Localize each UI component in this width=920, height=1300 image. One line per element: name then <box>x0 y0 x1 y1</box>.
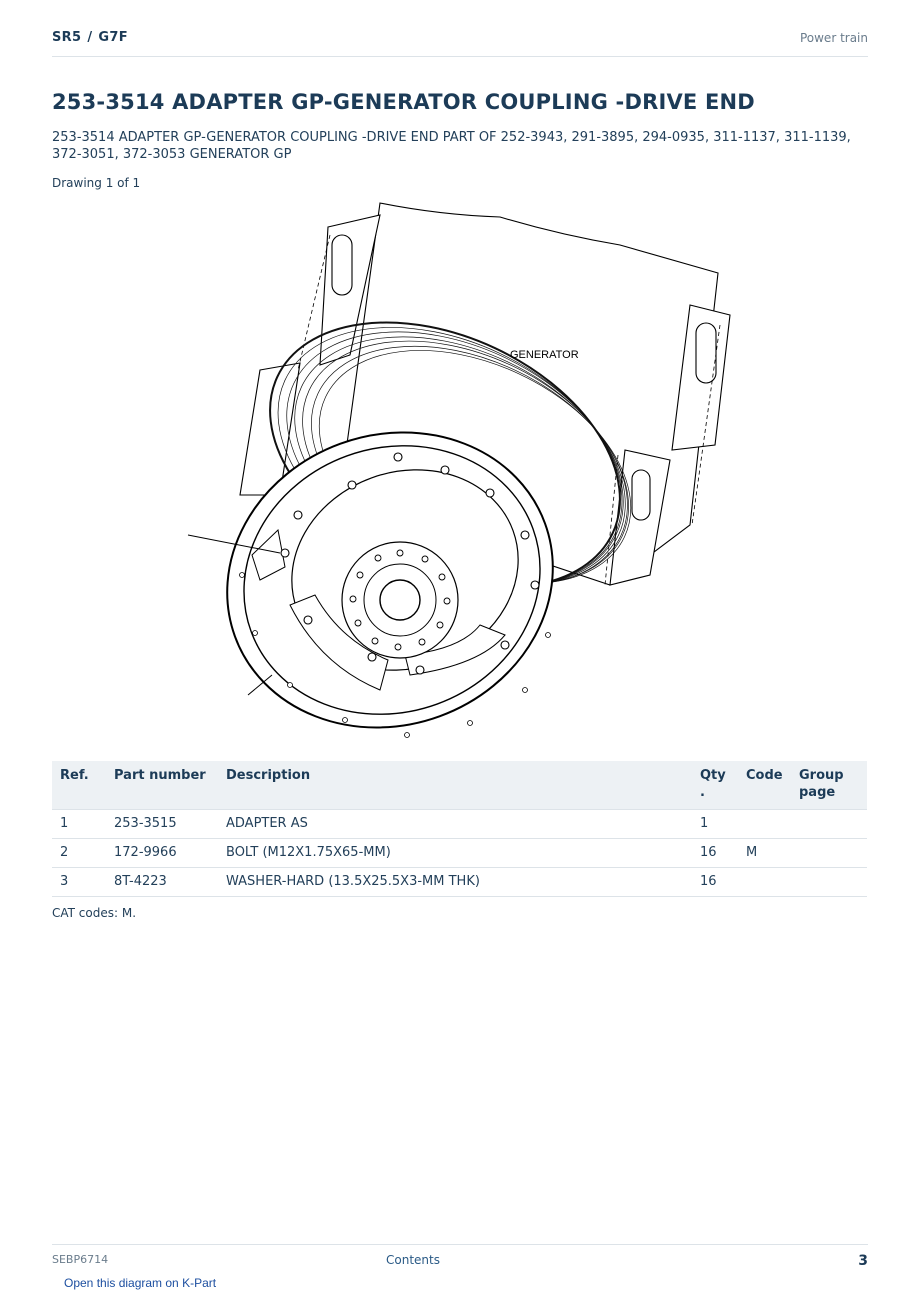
cell-ref: 1 <box>52 810 106 839</box>
arrangement-code: G7F <box>98 30 128 45</box>
model-code: SR5 <box>52 30 82 45</box>
breadcrumb <box>52 30 128 45</box>
cell-qty: 1 <box>692 810 738 839</box>
table-row <box>52 810 867 839</box>
hub-bore <box>380 580 420 620</box>
foot-slot-lower-right <box>632 470 650 520</box>
cell-code <box>738 868 791 897</box>
page-footer <box>52 1244 868 1275</box>
table-row <box>52 839 867 868</box>
cell-qty: 16 <box>692 868 738 897</box>
header-qty: Qty . <box>692 761 738 810</box>
cell-code <box>738 810 791 839</box>
cell-part-number: 8T-4223 <box>106 868 218 897</box>
page-header <box>52 28 868 57</box>
header-code: Code <box>738 761 791 810</box>
table-row <box>52 868 867 897</box>
cell-ref: 3 <box>52 868 106 897</box>
document-id: SEBP6714 <box>52 1253 109 1266</box>
cell-description: BOLT (M12X1.75X65-MM) <box>218 839 692 868</box>
parts-table <box>52 761 867 897</box>
header-ref: Ref. <box>52 761 106 810</box>
header-part-number: Part number <box>106 761 218 810</box>
contents-link[interactable]: Contents <box>386 1253 440 1267</box>
drawing-count: Drawing 1 of 1 <box>52 176 141 190</box>
table-header-row <box>52 761 867 810</box>
header-description: Description <box>218 761 692 810</box>
cat-codes-note: CAT codes: M. <box>52 906 137 920</box>
cell-qty: 16 <box>692 839 738 868</box>
cell-group-page <box>791 868 867 897</box>
page-number: 3 <box>858 1253 868 1269</box>
foot-slot-upper-left <box>332 235 352 295</box>
section-name: Power train <box>799 31 868 45</box>
part-description: 253-3514 ADAPTER GP-GENERATOR COUPLING -DRIVE END PART OF 252-3943, 291-3895, 294-0935, 311-1137, 311-1139, 372-3051, 372-3053 GENERATOR GP <box>52 130 851 162</box>
cell-description: ADAPTER AS <box>218 810 692 839</box>
cell-ref: 2 <box>52 839 106 868</box>
cell-part-number: 253-3515 <box>106 810 218 839</box>
cell-description: WASHER-HARD (13.5X25.5X3-MM THK) <box>218 868 692 897</box>
generator-label: GENERATOR <box>510 349 579 361</box>
cell-part-number: 172-9966 <box>106 839 218 868</box>
header-group-page: Group page <box>791 761 867 810</box>
cell-group-page <box>791 810 867 839</box>
cell-group-page <box>791 839 867 868</box>
cell-code: M <box>738 839 791 868</box>
page-title: 253-3514 ADAPTER GP-GENERATOR COUPLING -DRIVE END <box>52 90 755 114</box>
breadcrumb-separator: / <box>87 30 93 45</box>
kpart-diagram-link[interactable]: Open this diagram on K-Part <box>64 1276 217 1290</box>
parts-drawing <box>180 195 740 750</box>
